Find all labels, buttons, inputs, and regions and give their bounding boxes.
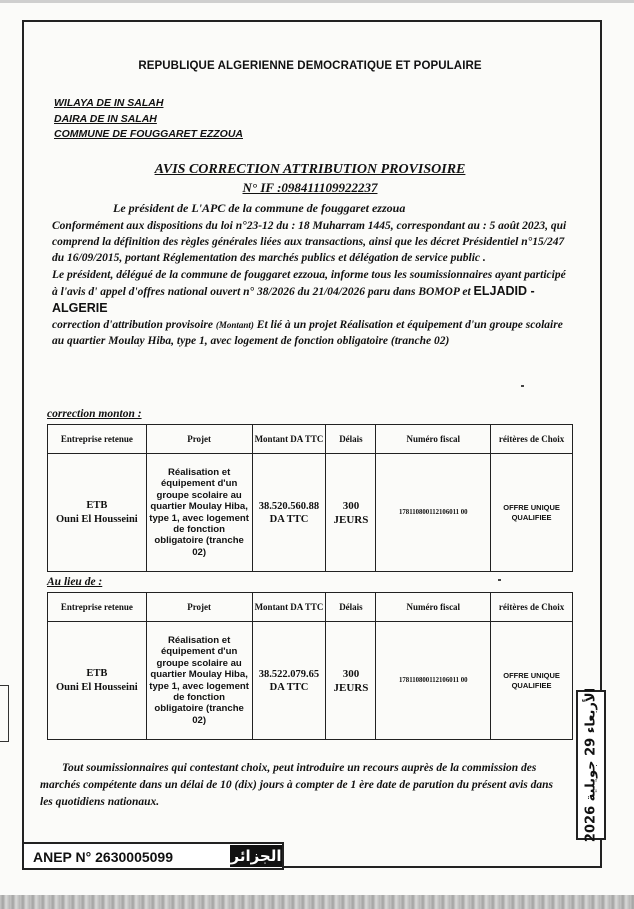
correction-montant-label: correction monton :	[47, 408, 142, 420]
table-row	[48, 454, 573, 572]
administration-block	[54, 96, 243, 143]
choix-line-2: QUALIFIEE	[511, 680, 552, 690]
entreprise-type: ETB	[86, 667, 108, 679]
cell-fiscal: 178110800112106011 00	[376, 622, 491, 740]
delais-unit: JEURS	[333, 513, 369, 526]
table-header-row	[48, 593, 573, 622]
anep-reference-box	[22, 842, 284, 870]
choix-line-1: OFFRE UNIQUE	[503, 502, 560, 512]
header-fiscal: Numéro fiscal	[376, 593, 491, 622]
header-delais: Délais	[326, 425, 376, 454]
anep-number: ANEP N° 2630005099	[33, 849, 173, 865]
choix-line-1: OFFRE UNIQUE	[503, 670, 560, 680]
cell-entreprise	[48, 454, 147, 572]
correction-text-a: correction d'attribution provisoire	[52, 319, 216, 332]
daira-line: DAIRA DE IN SALAH	[54, 112, 157, 125]
header-choix: réitères de Choix	[491, 593, 573, 622]
correction-paragraph	[52, 317, 567, 349]
header-montant: Montant DA TTC	[252, 593, 326, 622]
tender-text: Le président, délégué de la commune de fouggaret ezzoua, informe tous les soumissionnaires ayant participé à l'avis d' appel d'offres national ouvert n° 38/2026 du 21/04/2026 paru dans BOMOP et	[52, 268, 566, 298]
cell-delais	[326, 454, 376, 572]
table-row	[48, 622, 573, 740]
cell-choix	[491, 622, 573, 740]
delais-unit: JEURS	[333, 681, 369, 694]
delais-value: 300	[342, 667, 360, 680]
cell-projet: Réalisation et équipement d'un groupe scolaire au quartier Moulay Hiba, type 1, avec logement de fonction obligatoire (tranche 02)	[146, 622, 252, 740]
republic-heading: REPUBLIQUE ALGERIENNE DEMOCRATIQUE ET POPULAIRE	[138, 60, 482, 72]
header-choix: réitères de Choix	[491, 425, 573, 454]
left-margin-mark	[0, 685, 9, 742]
entreprise-name: Ouni El Housseini	[56, 681, 138, 693]
montant-unit: DA TTC	[269, 513, 309, 525]
scan-speck	[521, 385, 524, 387]
page-top-edge	[0, 0, 634, 3]
header-entreprise: Entreprise retenue	[48, 425, 147, 454]
montant-unit: DA TTC	[269, 681, 309, 693]
nif-number: N° IF :098411109922237	[242, 180, 378, 195]
choix-line-2: QUALIFIEE	[511, 512, 552, 522]
cell-montant	[252, 454, 326, 572]
header-montant: Montant DA TTC	[252, 425, 326, 454]
wilaya-line: WILAYA DE IN SALAH	[54, 97, 164, 109]
scan-speck	[498, 579, 501, 581]
recours-text: Tout soumissionnaires qui contestant choix, peut introduire un recours auprès de la commission des marchés compétente dans un délai de 10 (dix) jours à compter de 1 ère date de parution du présent avis dans les quotidiens nationaux.	[40, 762, 554, 808]
montant-value: 38.520.560.88	[258, 500, 320, 512]
publication-date: الأربعاء 29 جويلية 2026	[583, 687, 599, 843]
newspaper-name: ELJADID - ALGERIE	[52, 283, 535, 316]
notice-title: AVIS CORRECTION ATTRIBUTION PROVISOIRE	[154, 162, 466, 177]
president-line: Le président de L'APC de la commune de fouggaret ezzoua	[113, 201, 406, 215]
page-bottom-edge	[0, 895, 634, 909]
entreprise-name: Ouni El Housseini	[56, 513, 138, 525]
publication-date-box	[576, 687, 606, 843]
correction-table	[47, 424, 573, 572]
au-lieu-table	[47, 592, 573, 740]
entreprise-type: ETB	[86, 499, 108, 511]
delais-value: 300	[342, 499, 360, 512]
recours-paragraph	[40, 760, 560, 811]
cell-projet: Réalisation et équipement d'un groupe scolaire au quartier Moulay Hiba, type 1, avec logement de fonction obligatoire (tranche 02)	[146, 454, 252, 572]
header-fiscal: Numéro fiscal	[376, 425, 491, 454]
cell-choix	[491, 454, 573, 572]
header-projet: Projet	[146, 425, 252, 454]
au-lieu-label: Au lieu de :	[47, 576, 103, 588]
montant-value: 38.522.079.65	[258, 668, 320, 680]
notice-body	[52, 218, 567, 350]
header-delais: Délais	[326, 593, 376, 622]
tender-paragraph	[52, 267, 567, 318]
header-projet: Projet	[146, 593, 252, 622]
cell-entreprise	[48, 622, 147, 740]
correction-paren: (Montant)	[215, 320, 254, 331]
cell-montant	[252, 622, 326, 740]
cell-fiscal: 178110800112106011 00	[376, 454, 491, 572]
correction-text-b: Et lié à un projet Réalisation et équipement d'un groupe scolaire au quartier Moulay Hiba, type 1, avec logement de fonction obligatoire (tranche 02)	[52, 319, 563, 348]
newspaper-logo: الجزائر	[230, 847, 282, 865]
header-entreprise: Entreprise retenue	[48, 593, 147, 622]
legal-paragraph: Conformément aux dispositions du loi n°23-12 du : 18 Muharram 1445, correspondant au : 5 août 2023, qui comprend la définition des règles générales liées aux transactions, ainsi que les décret Présidentiel n°15/247 du 16/09/2015, portant Réglementation des marchés publics et délégation de service public .	[52, 220, 567, 265]
commune-line: COMMUNE DE FOUGGARET EZZOUA	[54, 128, 243, 140]
table-header-row	[48, 425, 573, 454]
cell-delais	[326, 622, 376, 740]
